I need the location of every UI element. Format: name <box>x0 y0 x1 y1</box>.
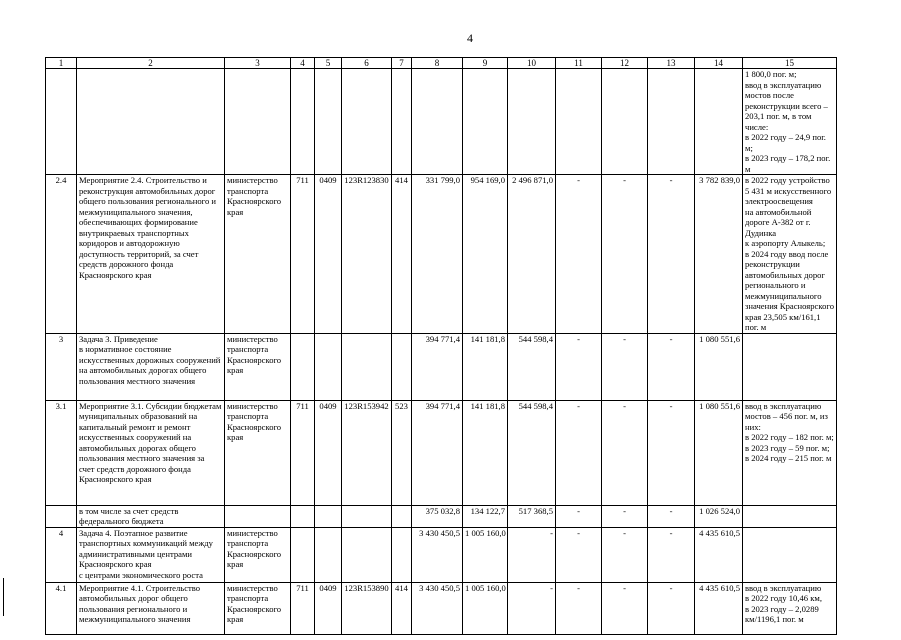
target-article-cell <box>342 69 392 175</box>
row-number-cell: 3 <box>46 333 77 400</box>
target-article-cell <box>342 333 392 400</box>
target-article-cell <box>342 527 392 582</box>
expense-type-cell <box>392 333 412 400</box>
expected-result-cell: в 2022 году устройство 5 431 м искусственного электроосвещения на автомобильной дороге А-382 от г. Дудинка к аэропорту Алыкель; в 2024 году ввод после реконструкции автомобильных дорог регионального и межмуниципального значения Красноярского края 23,505 км/161,1 пог. м <box>743 175 837 334</box>
total-amount-cell: 1 080 551,6 <box>695 333 743 400</box>
expense-type-cell <box>392 527 412 582</box>
dash-col-11-cell: - <box>556 400 602 505</box>
amount-2024-cell: - <box>508 582 556 634</box>
expected-result-cell <box>743 527 837 582</box>
measure-name-cell <box>77 69 225 175</box>
amount-2023-cell <box>463 69 508 175</box>
row-number-cell: 3.1 <box>46 400 77 505</box>
section-code-cell <box>315 69 342 175</box>
expense-type-cell <box>392 505 412 527</box>
amount-2023-cell: 141 181,8 <box>463 333 508 400</box>
column-header: 7 <box>392 58 412 69</box>
executor-cell: министерство транспорта Красноярского края <box>225 582 291 634</box>
total-amount-cell <box>695 69 743 175</box>
table-row <box>46 333 837 400</box>
amount-2023-cell: 141 181,8 <box>463 400 508 505</box>
expense-type-cell <box>392 69 412 175</box>
table-row <box>46 69 837 175</box>
grbs-code-cell: 711 <box>291 582 315 634</box>
dash-col-11-cell <box>556 69 602 175</box>
amount-2022-cell: 394 771,4 <box>412 333 463 400</box>
dash-col-13-cell: - <box>648 400 695 505</box>
measure-name-cell: Задача 3. Приведение в нормативное состояние искусственных дорожных сооружений на автомобильных дорогах общего пользования местного значения <box>77 333 225 400</box>
column-header: 5 <box>315 58 342 69</box>
amount-2022-cell: 375 032,8 <box>412 505 463 527</box>
amount-2024-cell <box>508 69 556 175</box>
dash-col-12-cell: - <box>602 582 648 634</box>
section-code-cell: 0409 <box>315 400 342 505</box>
column-header: 3 <box>225 58 291 69</box>
grbs-code-cell: 711 <box>291 175 315 334</box>
column-header: 4 <box>291 58 315 69</box>
amount-2022-cell: 394 771,4 <box>412 400 463 505</box>
grbs-code-cell <box>291 69 315 175</box>
amount-2023-cell: 1 005 160,0 <box>463 582 508 634</box>
grbs-code-cell <box>291 505 315 527</box>
target-article-cell: 123R153890 <box>342 582 392 634</box>
dash-col-13-cell: - <box>648 175 695 334</box>
amount-2024-cell: 544 598,4 <box>508 400 556 505</box>
dash-col-13-cell: - <box>648 527 695 582</box>
expense-type-cell: 414 <box>392 582 412 634</box>
dash-col-12-cell: - <box>602 505 648 527</box>
column-header: 2 <box>77 58 225 69</box>
dash-col-11-cell: - <box>556 582 602 634</box>
row-number-cell <box>46 69 77 175</box>
section-code-cell: 0409 <box>315 582 342 634</box>
scan-margin-line <box>3 578 4 616</box>
total-amount-cell: 4 435 610,5 <box>695 582 743 634</box>
total-amount-cell: 4 435 610,5 <box>695 527 743 582</box>
total-amount-cell: 1 080 551,6 <box>695 400 743 505</box>
table-row <box>46 582 837 634</box>
section-code-cell: 0409 <box>315 175 342 334</box>
page-number: 4 <box>467 31 473 45</box>
executor-cell: министерство транспорта Красноярского края <box>225 400 291 505</box>
row-number-cell: 2.4 <box>46 175 77 334</box>
row-number-cell: 4 <box>46 527 77 582</box>
dash-col-13-cell: - <box>648 582 695 634</box>
expense-type-cell: 414 <box>392 175 412 334</box>
target-article-cell <box>342 505 392 527</box>
dash-col-13-cell: - <box>648 505 695 527</box>
total-amount-cell: 1 026 524,0 <box>695 505 743 527</box>
expected-result-cell <box>743 505 837 527</box>
measure-name-cell: Мероприятие 4.1. Строительство автомобильных дорог общего пользования регионального и межмуниципального значения <box>77 582 225 634</box>
dash-col-11-cell: - <box>556 527 602 582</box>
measure-name-cell: Задача 4. Поэтапное развитие транспортных коммуникаций между административными центрами Красноярского края с центрами экономического роста <box>77 527 225 582</box>
total-amount-cell: 3 782 839,0 <box>695 175 743 334</box>
section-code-cell <box>315 505 342 527</box>
table-row <box>46 527 837 582</box>
measure-name-cell: в том числе за счет средств федерального бюджета <box>77 505 225 527</box>
executor-cell: министерство транспорта Красноярского края <box>225 175 291 334</box>
expected-result-cell: ввод в эксплуатацию в 2022 году 10,46 км, в 2023 году – 2,0289 км/1196,1 пог. м <box>743 582 837 634</box>
expected-result-cell: 1 800,0 пог. м; ввод в эксплуатацию мостов после реконструкции всего – 203,1 пог. м, в том числе: в 2022 году – 24,9 пог. м; в 2023 году – 178,2 пог. м <box>743 69 837 175</box>
executor-cell <box>225 505 291 527</box>
expected-result-cell: ввод в эксплуатацию мостов – 456 пог. м, из них: в 2022 году – 182 пог. м; в 2023 году – 59 пог. м; в 2024 году – 215 пог. м <box>743 400 837 505</box>
section-code-cell <box>315 527 342 582</box>
grbs-code-cell: 711 <box>291 400 315 505</box>
dash-col-13-cell: - <box>648 333 695 400</box>
expense-type-cell: 523 <box>392 400 412 505</box>
amount-2023-cell: 134 122,7 <box>463 505 508 527</box>
table-row <box>46 400 837 505</box>
amount-2023-cell: 954 169,0 <box>463 175 508 334</box>
dash-col-11-cell: - <box>556 175 602 334</box>
dash-col-11-cell: - <box>556 333 602 400</box>
amount-2024-cell: 544 598,4 <box>508 333 556 400</box>
amount-2022-cell: 331 799,0 <box>412 175 463 334</box>
amount-2022-cell: 3 430 450,5 <box>412 582 463 634</box>
grbs-code-cell <box>291 333 315 400</box>
column-header: 14 <box>695 58 743 69</box>
executor-cell: министерство транспорта Красноярского края <box>225 527 291 582</box>
target-article-cell: 123R123830 <box>342 175 392 334</box>
dash-col-12-cell: - <box>602 175 648 334</box>
grbs-code-cell <box>291 527 315 582</box>
column-number-row <box>46 58 837 69</box>
column-header: 10 <box>508 58 556 69</box>
column-header: 13 <box>648 58 695 69</box>
amount-2024-cell: 2 496 871,0 <box>508 175 556 334</box>
column-header: 6 <box>342 58 392 69</box>
amount-2024-cell: - <box>508 527 556 582</box>
dash-col-12-cell: - <box>602 333 648 400</box>
executor-cell <box>225 69 291 175</box>
target-article-cell: 123R153942 <box>342 400 392 505</box>
column-header: 12 <box>602 58 648 69</box>
amount-2024-cell: 517 368,5 <box>508 505 556 527</box>
measure-name-cell: Мероприятие 3.1. Субсидии бюджетам муниципальных образований на капитальный ремонт и ремонт искусственных сооружений на автомобильных дорогах общего пользования местного значения за счет средств дорожного фонда Красноярского края <box>77 400 225 505</box>
measure-name-cell: Мероприятие 2.4. Строительство и реконструкция автомобильных дорог общего пользования регионального и межмуниципального значения, обеспечивающих формирование внутрикраевых транспортных коридоров и автодорожную доступность территорий, за счет средств дорожного фонда Красноярского края <box>77 175 225 334</box>
column-header: 11 <box>556 58 602 69</box>
expected-result-cell <box>743 333 837 400</box>
column-header: 1 <box>46 58 77 69</box>
section-code-cell <box>315 333 342 400</box>
dash-col-13-cell <box>648 69 695 175</box>
dash-col-12-cell: - <box>602 527 648 582</box>
column-header: 15 <box>743 58 837 69</box>
dash-col-12-cell <box>602 69 648 175</box>
executor-cell: министерство транспорта Красноярского края <box>225 333 291 400</box>
amount-2022-cell <box>412 69 463 175</box>
column-header: 8 <box>412 58 463 69</box>
column-header: 9 <box>463 58 508 69</box>
amount-2022-cell: 3 430 450,5 <box>412 527 463 582</box>
dash-col-12-cell: - <box>602 400 648 505</box>
dash-col-11-cell: - <box>556 505 602 527</box>
table-row <box>46 175 837 334</box>
table-row <box>46 505 837 527</box>
row-number-cell: 4.1 <box>46 582 77 634</box>
amount-2023-cell: 1 005 160,0 <box>463 527 508 582</box>
row-number-cell <box>46 505 77 527</box>
program-table <box>45 57 837 635</box>
